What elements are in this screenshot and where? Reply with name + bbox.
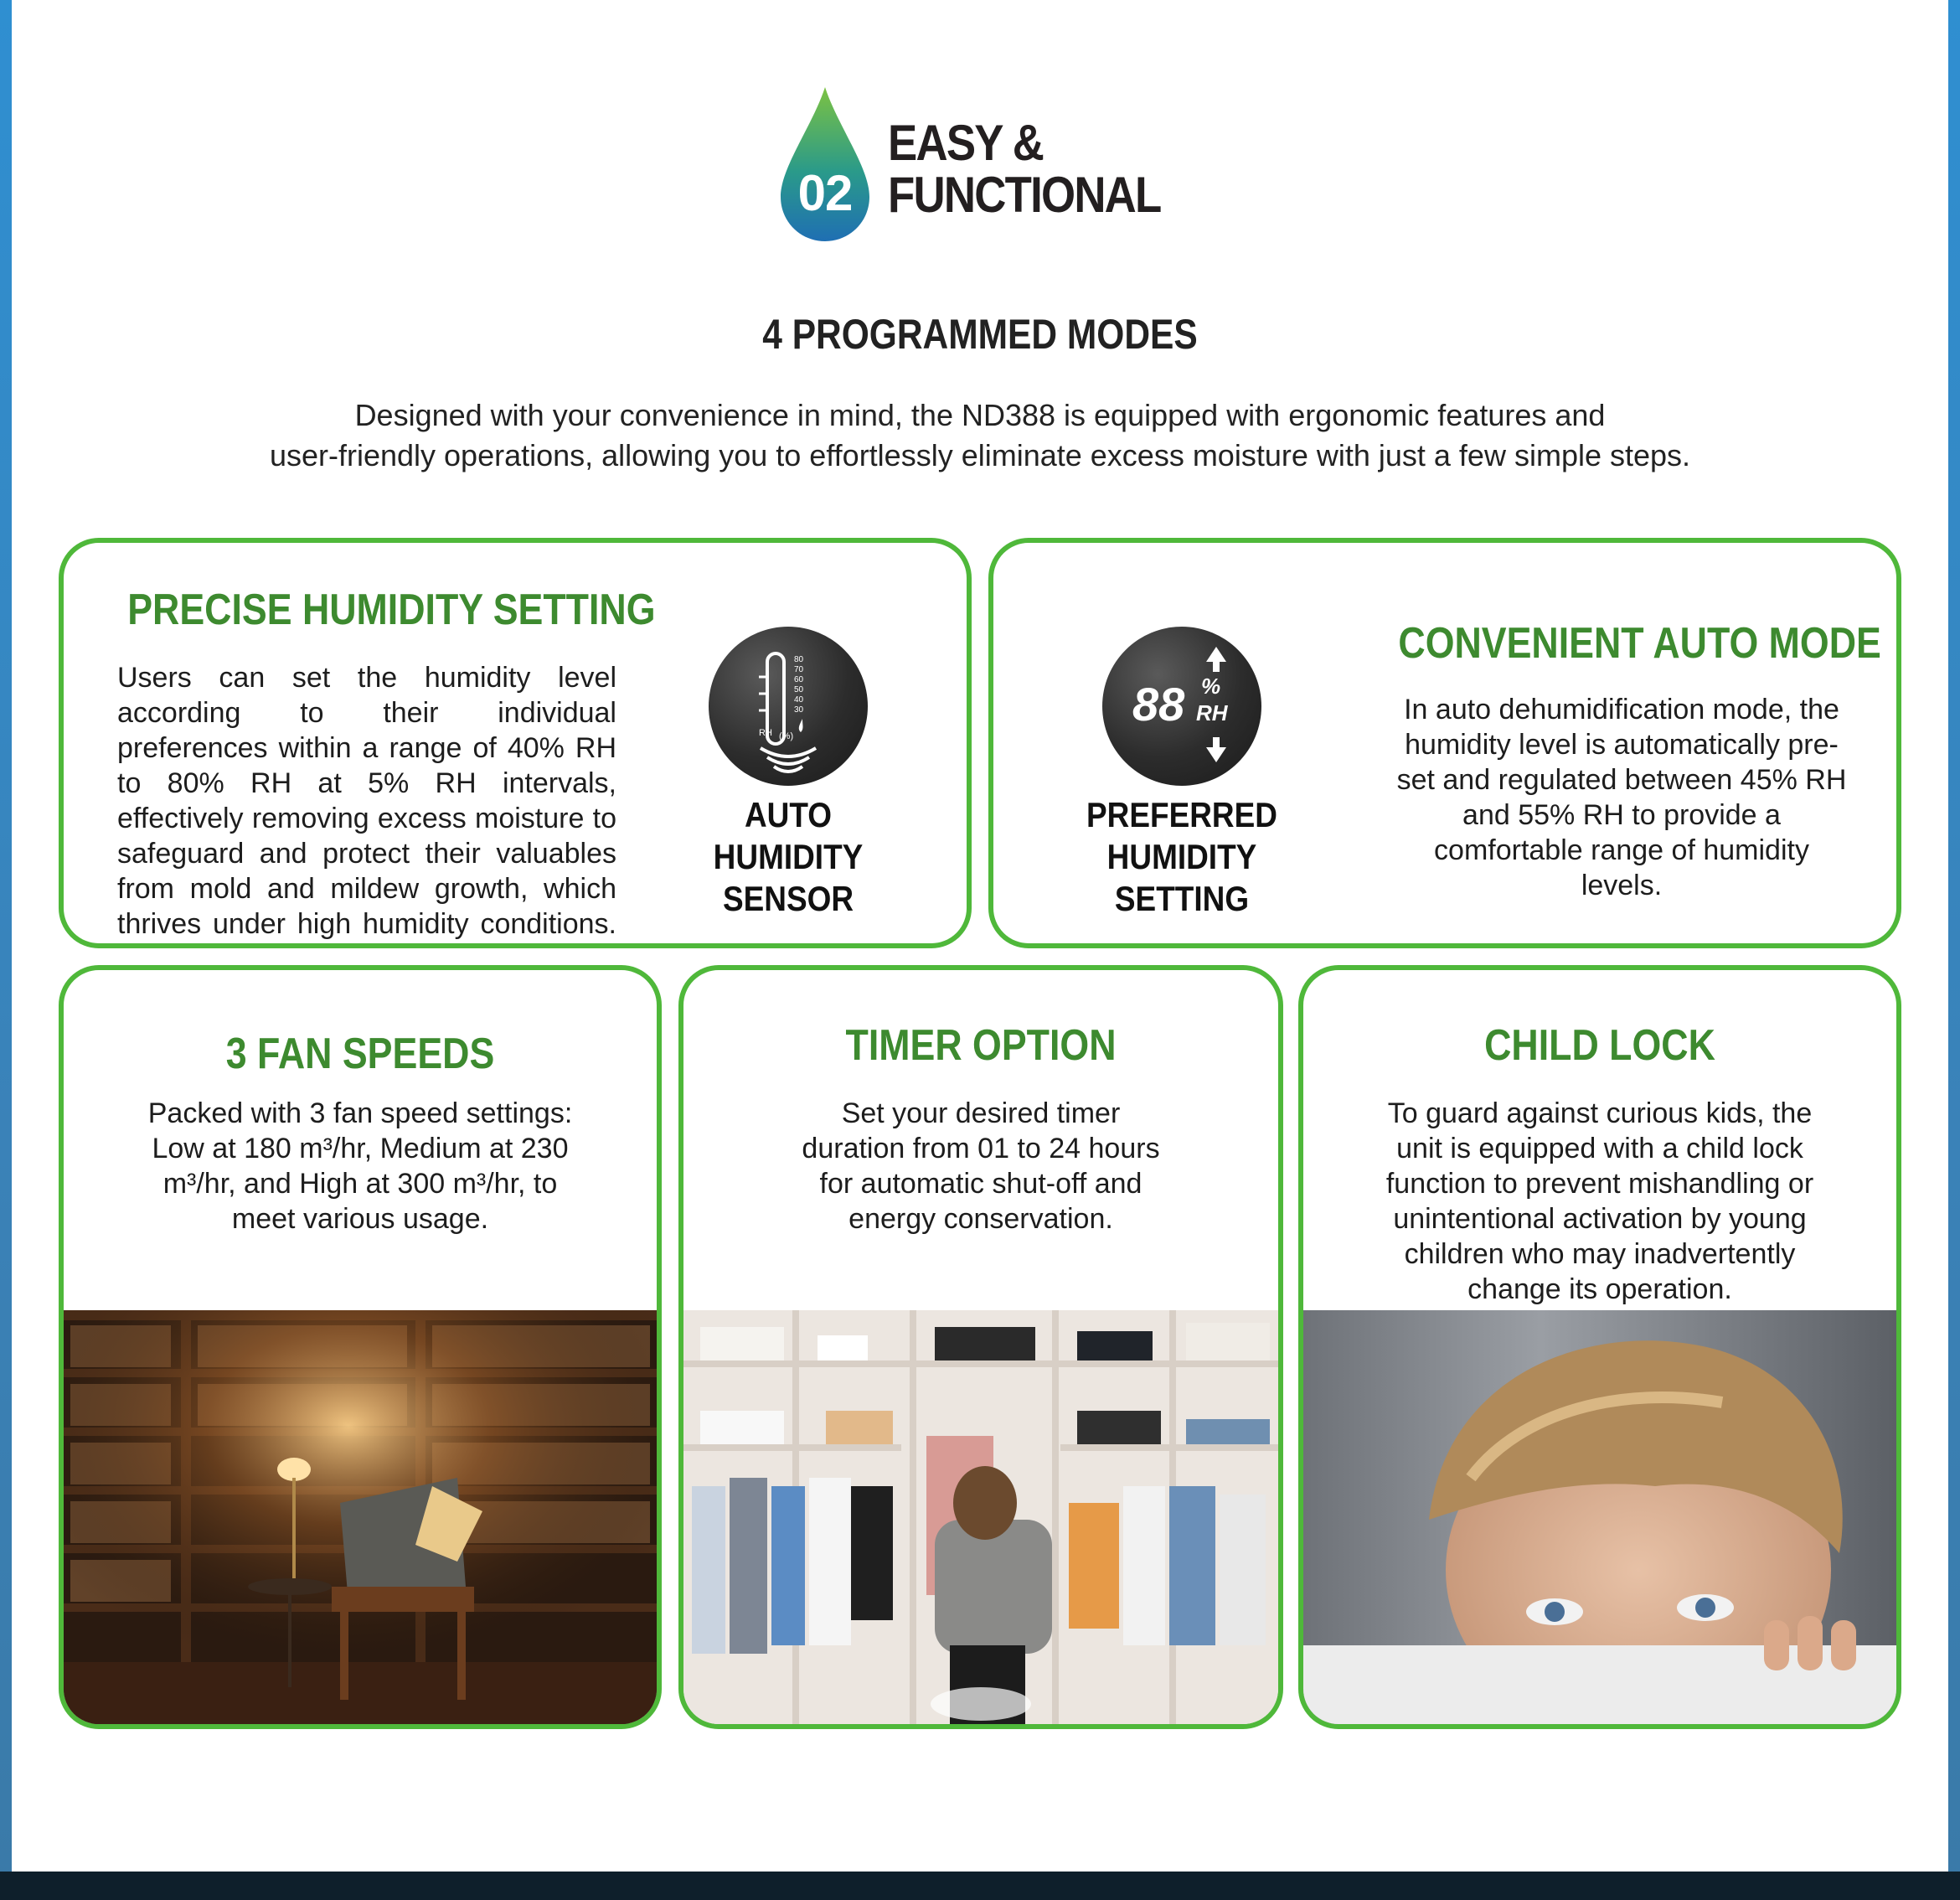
- card-title: TIMER OPTION: [845, 1021, 1117, 1070]
- card-child-lock: [1298, 965, 1901, 1729]
- preferred-humidity-icon: [1102, 627, 1261, 786]
- card-precise-humidity: [59, 538, 972, 948]
- gauge-tick-80: 80: [794, 655, 804, 664]
- card-timer-option: [678, 965, 1283, 1729]
- intro-line-1: Designed with your convenience in mind, the ND388 is equipped with ergonomic features and: [354, 398, 1606, 432]
- icon-label: [667, 794, 910, 920]
- child-photo: [1303, 1310, 1896, 1724]
- card-fan-speeds: [59, 965, 662, 1729]
- card-body: Packed with 3 fan speed settings: Low at 180 m³/hr, Medium at 230 m³/hr, and High at 300 m³/hr, to meet various usage.: [147, 1097, 573, 1235]
- section-heading: [888, 117, 1161, 221]
- card-title: CHILD LOCK: [1484, 1021, 1715, 1070]
- gauge-tick-70: 70: [794, 665, 804, 674]
- card-body: To guard against curious kids, the unit is equipped with a child lock function to prevent mishandling or unintentional activation by young children who may inadvertently change its operation.: [1385, 1097, 1814, 1305]
- gauge-tick-60: 60: [794, 675, 804, 684]
- section-number: 02: [797, 165, 853, 221]
- footer-bar: [0, 1872, 1960, 1900]
- right-border-bar: [1948, 0, 1960, 1900]
- intro-line-2: user-friendly operations, allowing you to effortlessly eliminate excess moisture with just a few simple steps.: [269, 438, 1691, 472]
- intro-paragraph: [226, 395, 1734, 476]
- display-rh: RH: [1196, 700, 1228, 725]
- page-title: 4 PROGRAMMED MODES: [762, 311, 1198, 358]
- icon-label-line-2: HUMIDITY SENSOR: [713, 837, 864, 918]
- icon-label-line-1: PREFERRED: [1086, 795, 1277, 834]
- left-border-bar: [0, 0, 12, 1900]
- card-body: Users can set the humidity level according to their individual preferences within a range of 40% RH to 80% RH at 5% RH intervals, effectively removing excess moisture to safeguard and protect their valuables from mold and mildew growth, which thrives under high humidity conditions.: [117, 662, 616, 940]
- card-body: In auto dehumidification mode, the humidity level is automatically pre-set and regulated between 45% RH and 55% RH to provide a comfortable range of humidity levels.: [1396, 694, 1847, 901]
- card-title: CONVENIENT AUTO MODE: [1398, 619, 1881, 668]
- card-title: PRECISE HUMIDITY SETTING: [127, 586, 656, 634]
- section-logo: [779, 84, 1164, 251]
- library-photo: [64, 1310, 657, 1724]
- auto-humidity-sensor-icon: [709, 627, 868, 786]
- card-title: 3 FAN SPEEDS: [225, 1030, 495, 1078]
- gauge-tick-30: 30: [794, 705, 804, 715]
- section-heading-line-1: EASY &: [888, 115, 1044, 171]
- section-heading-line-2: FUNCTIONAL: [888, 167, 1161, 223]
- gauge-tick-50: 50: [794, 685, 804, 694]
- icon-label: [1060, 794, 1303, 920]
- display-digits: 88: [1132, 678, 1185, 731]
- icon-label-line-2: HUMIDITY SETTING: [1106, 837, 1257, 918]
- icon-label-line-1: AUTO: [744, 795, 833, 834]
- gauge-tick-40: 40: [794, 695, 804, 705]
- display-percent: %: [1201, 674, 1221, 699]
- gauge-pct: (%): [779, 731, 794, 741]
- card-convenient-auto-mode: [988, 538, 1901, 948]
- gauge-rh: RH: [759, 728, 772, 738]
- wardrobe-photo: [683, 1310, 1278, 1724]
- card-body: Set your desired timer duration from 01 to 24 hours for automatic shut-off and energy conservation.: [802, 1097, 1160, 1235]
